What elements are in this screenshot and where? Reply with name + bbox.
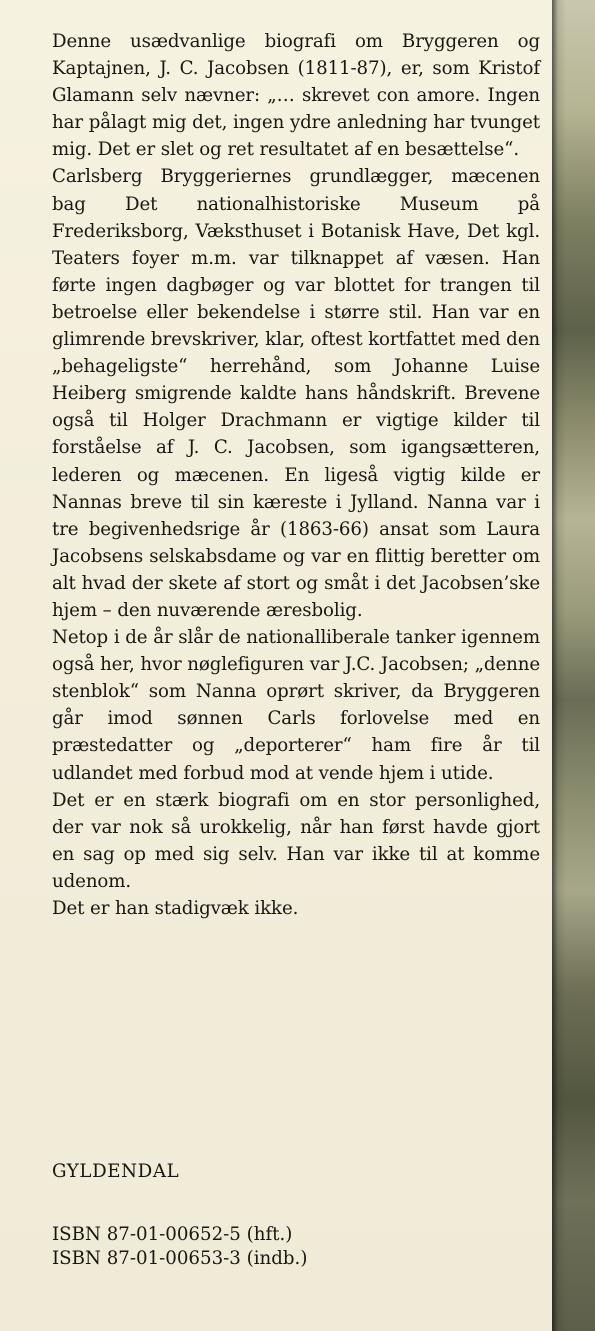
publisher-name: GYLDENDAL: [52, 1161, 180, 1182]
blurb-paragraph-3: Netop i de år slår de nationalliberale tanker igennem også her, hvor nøglefiguren var J.C. Jacobsen; „denne stenblok“ som Nanna oprørt skriver, da Bryggeren går imod sønnen Carls forlovelse med en præstedatter og „deporterer“ ham fire år til udlandet med forbud mod at vende hjem i utide.: [52, 627, 540, 784]
blurb-paragraph-4: Det er en stærk biografi om en stor personlighed, der var nok så urokkelig, når han først havde gjort en sag op med sig selv. Han var ikke til at komme udenom.: [52, 789, 540, 892]
blurb-paragraph-1: Denne usædvanlige biografi om Bryggeren og Kaptajnen, J. C. Jacobsen (1811-87), er, som Kristof Glamann selv nævner: „… skrevet con amore. Ingen har pålagt mig det, ingen ydre anledning har tvunget mig. Det er slet og ret resultatet af en besættelse“.: [52, 31, 540, 161]
isbn-paperback: ISBN 87-01-00652-5 (hft.): [52, 1224, 293, 1245]
cover-blurb: [52, 28, 540, 922]
blurb-paragraph-2: Carlsberg Bryggeriernes grundlægger, mæcenen bag Det nationalhistoriske Museum på Frederiksborg, Væksthuset i Botanisk Have, Det kgl. Teaters foyer m.m. var tilknappet af væsen. Han førte ingen dagbøger og var blottet for trangen til betroelse eller bekendelse i større stil. Han var en glimrende brevskriver, klar, oftest kortfattet med den „behageligste“ herrehånd, som Johanne Luise Heiberg smigrende kaldte hans håndskrift. Brevene også til Holger Drachmann er vigtige kilder til forståelse af J. C. Jacobsen, som igangsætteren, lederen og mæcenen. En ligeså vigtig kilde er Nannas breve til sin kæreste i Jylland. Nanna var i tre begivenhedsrige år (1863-66) ansat som Laura Jacobsens selskabsdame og var en flittig beretter om alt hvad der skete af stort og småt i det Jacobsen’ske hjem – den nuværende æresbolig.: [52, 166, 540, 621]
isbn-block: [52, 1223, 307, 1271]
isbn-hardcover: ISBN 87-01-00653-3 (indb.): [52, 1248, 308, 1269]
blurb-paragraph-5: Det er han stadigvæk ikke.: [52, 898, 299, 919]
book-spine-edge: [552, 0, 595, 1331]
